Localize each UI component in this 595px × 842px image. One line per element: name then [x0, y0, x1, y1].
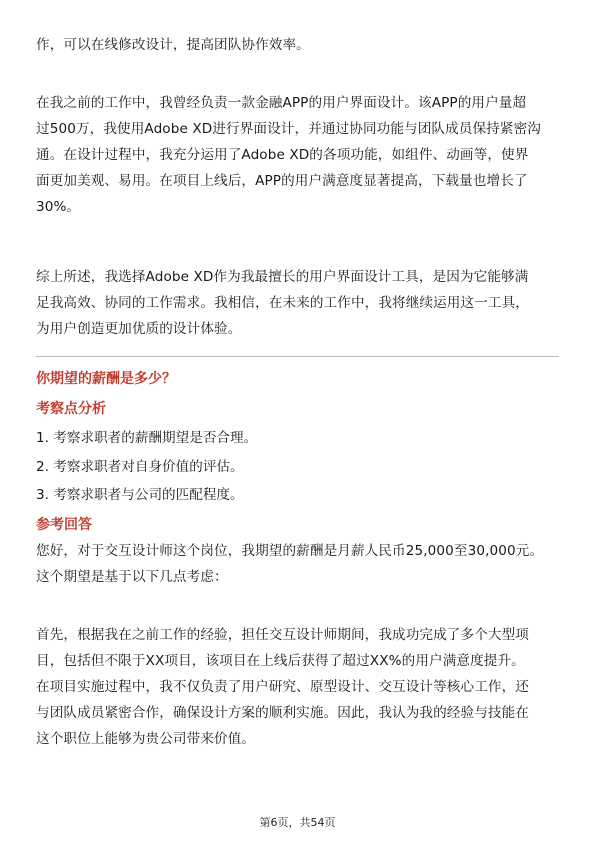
paragraph-line: 面更加美观、易用。在项目上线后，APP的用户满意度显著提高，下载量也增长了 — [36, 173, 528, 189]
paragraph-line: 30%。 — [36, 199, 81, 215]
paragraph-line: 作，可以在线修改设计，提高团队协作效率。 — [36, 37, 310, 53]
paragraph-line: 您好，对于交互设计师这个岗位，我期望的薪酬是月薪人民币25,000至30,000元。 — [36, 543, 544, 559]
paragraph-line: 首先，根据我在之前工作的经验，担任交互设计师期间，我成功完成了多个大型项 — [36, 627, 529, 643]
paragraph-line: 为用户创造更加优质的设计体验。 — [36, 321, 242, 337]
paragraph-line: 在我之前的工作中，我曾经负责一款金融APP的用户界面设计。该APP的用户量超 — [36, 95, 527, 111]
answer-paragraph-2 — [36, 622, 562, 752]
analysis-title: 考察点分析 — [36, 401, 106, 417]
answer-title: 参考回答 — [36, 517, 92, 533]
page-footer: 第6页，共54页 — [259, 816, 336, 829]
paragraph-line: 通。在设计过程中，我充分运用了Adobe XD的各项功能，如组件、动画等，使界 — [36, 147, 529, 163]
question-heading: 你期望的薪酬是多少？ — [36, 371, 176, 387]
paragraph-line: 足我高效、协同的工作需求。我相信，在未来的工作中，我将继续运用这一工具， — [36, 295, 529, 311]
list-item: 3. 考察求职者与公司的匹配程度。 — [36, 487, 244, 503]
answer-paragraph-1 — [36, 538, 562, 590]
summary-paragraph — [36, 264, 562, 342]
section-divider — [36, 356, 559, 357]
list-item: 1. 考察求职者的薪酬期望是否合理。 — [36, 430, 258, 446]
paragraph-line: 这个期望是基于以下几点考虑： — [36, 569, 228, 585]
analysis-list — [36, 424, 257, 510]
paragraph-line: 综上所述，我选择Adobe XD作为我最擅长的用户界面设计工具，是因为它能够满 — [36, 269, 529, 285]
paragraph-line: 在项目实施过程中，我不仅负责了用户研究、原型设计、交互设计等核心工作，还 — [36, 679, 529, 695]
paragraph-line: 目，包括但不限于XX项目，该项目在上线后获得了超过XX%的用户满意度提升。 — [36, 653, 525, 669]
paragraph-line: 过500万，我使用Adobe XD进行界面设计，并通过协同功能与团队成员保持紧密沟 — [36, 121, 541, 137]
paragraph-line: 这个职位上能够为贵公司带来价值。 — [36, 731, 256, 747]
list-item: 2. 考察求职者对自身价值的评估。 — [36, 458, 244, 475]
paragraph-line: 与团队成员紧密合作，确保设计方案的顺利实施。因此，我认为我的经验与技能在 — [36, 705, 529, 721]
experience-paragraph — [36, 90, 562, 220]
intro-tail-paragraph — [36, 32, 562, 58]
